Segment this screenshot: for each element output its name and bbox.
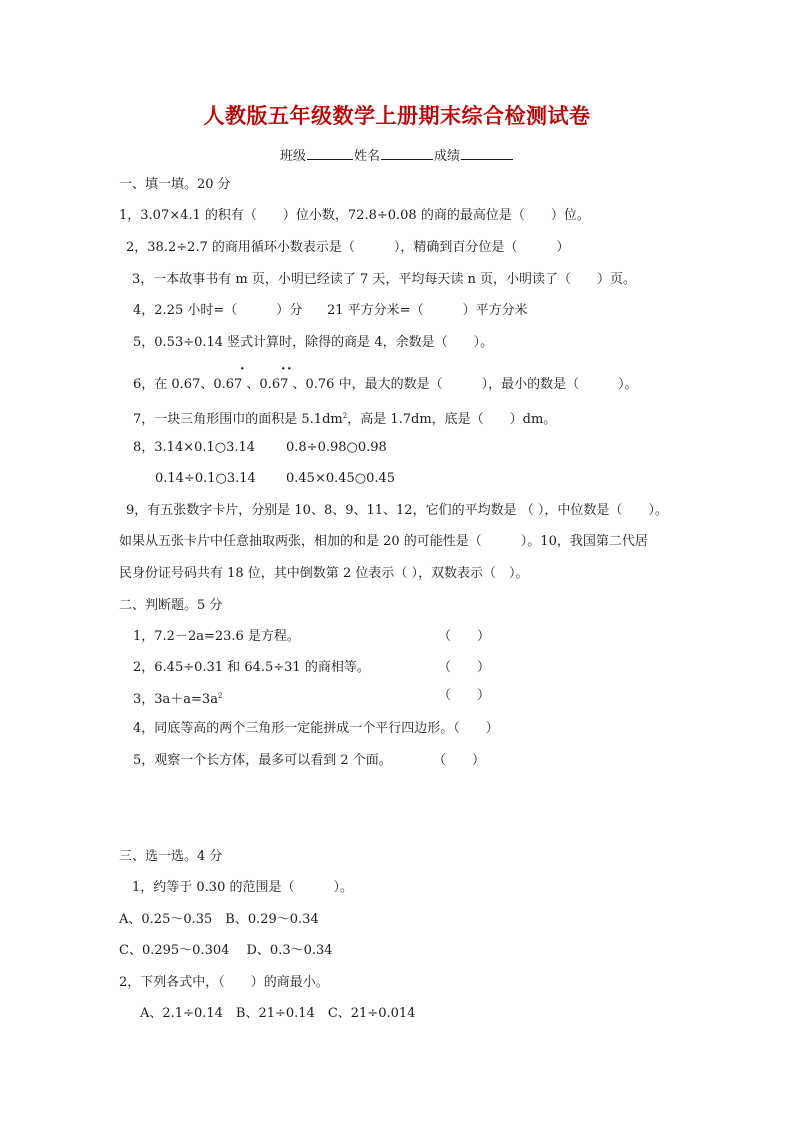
class-label: 班级 (279, 149, 306, 164)
section3-heading: 三、选一选。4 分 (119, 849, 223, 864)
page-title: 人教版五年级数学上册期末综合检测试卷 (203, 104, 591, 128)
question-2: 2，38.2÷2.7 的商用循环小数表示是（ ），精确到百分位是（ ） (126, 240, 570, 255)
judge-2-bracket[interactable]: （ ） (438, 660, 491, 675)
score-label: 成绩 (434, 149, 461, 164)
repeating-dot: · (281, 362, 286, 377)
section2-heading: 二、判断题。5 分 (119, 598, 223, 613)
choice-1-options-ab: A、0.25～0.35 B、0.29～0.34 (119, 912, 319, 927)
class-blank[interactable] (307, 147, 353, 160)
question-5: 5，0.53÷0.14 竖式计算时，除得的商是 4，余数是（ ）。 (133, 335, 494, 350)
question-8b-1: 0.14÷0.1○3.14 (155, 471, 256, 486)
judge-4: 4，同底等高的两个三角形一定能拼成一个平行四边形。（ ） (133, 721, 499, 736)
judge-2: 2，6.45÷0.31 和 64.5÷31 的商相等。 (133, 660, 370, 675)
name-blank[interactable] (381, 147, 433, 160)
question-7: 7，一块三角形围巾的面积是 $5.1dm^2$，高是 1.7dm，底是（ ）dm。 (133, 412, 557, 427)
student-info-row (0, 145, 794, 164)
question-9-line2: 如果从五张卡片中任意抽取两张，相加的和是 20 的可能性是（ ）。10，我国第二代居 (119, 534, 648, 549)
name-label: 姓名 (353, 149, 380, 164)
choice-2-options: A、2.1÷0.14 B、21÷0.14 C、21÷0.014 (140, 1006, 416, 1021)
choice-2: 2，下列各式中，（ ）的商最小。 (119, 975, 329, 990)
judge-5: 5，观察一个长方体，最多可以看到 2 个面。 (133, 753, 392, 768)
repeating-dot: · (240, 362, 245, 377)
repeating-dot: · (287, 362, 292, 377)
question-9-line3: 民身份证号码共有 18 位，其中倒数第 2 位表示（ ），双数表示（ ）。 (119, 566, 529, 581)
score-blank[interactable] (461, 147, 513, 160)
question-4a: 4，2.25 小时=（ ）分 (133, 303, 303, 318)
question-8a-1: 8，3.14×0.1○3.14 (133, 440, 256, 455)
judge-5-bracket[interactable]: （ ） (433, 753, 486, 768)
question-3: 3，一本故事书有 m 页，小明已经读了 7 天，平均每天读 n 页，小明读了（ ）页。 (132, 272, 637, 287)
choice-1: 1，约等于 0.30 的范围是（ ）。 (132, 880, 353, 895)
question-1: 1，3.07×4.1 的积有（ ）位小数，72.8÷0.08 的商的最高位是（ ）位。 (119, 208, 590, 223)
judge-1-bracket[interactable]: （ ） (438, 629, 491, 644)
judge-3-bracket[interactable]: （ ） (438, 688, 491, 703)
section1-heading: 一、填一填。20 分 (119, 177, 231, 192)
question-6: 6，在 0.67、0.67 、0.67 、0.76 中，最大的数是（ ），最小的数是（ ）。 (133, 377, 638, 392)
question-4b: 21 平方分米=（ ）平方分米 (327, 303, 528, 318)
judge-1: 1，7.2－2a=23.6 是方程。 (133, 629, 300, 644)
choice-1-options-cd: C、0.295～0.304 D、0.3～0.34 (119, 943, 333, 958)
question-8b-2: 0.45×0.45○0.45 (286, 471, 396, 486)
question-9-line1: 9，有五张数字卡片，分别是 10、8、9、11、12，它们的平均数是 （ ），中位数是（ ）。 (126, 503, 668, 518)
judge-3: 3，$3a+a=3a^2$ (133, 692, 223, 707)
question-8a-2: 0.8÷0.98○0.98 (286, 440, 387, 455)
